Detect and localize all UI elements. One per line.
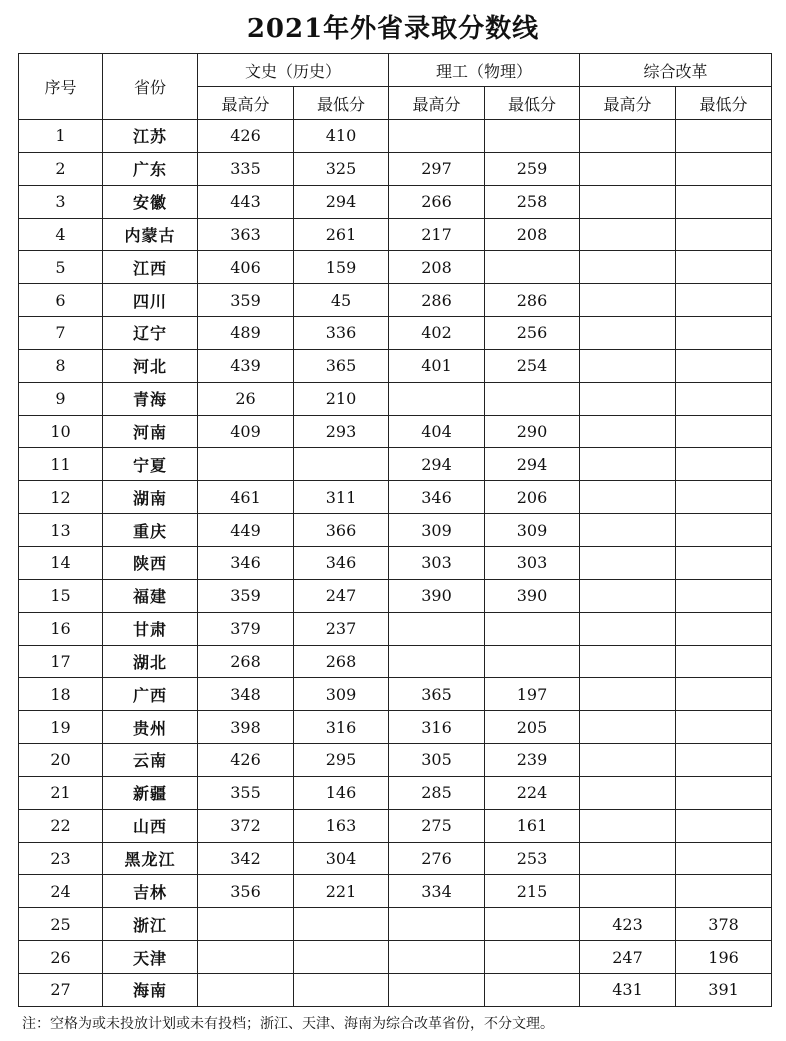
cell-ligong-min: 161 xyxy=(485,809,580,842)
cell-ligong-max: 266 xyxy=(389,185,485,218)
cell-ligong-min: 309 xyxy=(485,514,580,547)
cell-index: 21 xyxy=(19,776,103,809)
cell-ligong-max: 217 xyxy=(389,218,485,251)
cell-wenshi-max: 461 xyxy=(198,481,294,514)
cell-zonghe-max xyxy=(580,185,676,218)
table-row xyxy=(19,612,772,645)
cell-zonghe-max xyxy=(580,579,676,612)
cell-wenshi-max: 426 xyxy=(198,120,294,153)
cell-zonghe-max: 423 xyxy=(580,908,676,941)
cell-ligong-min xyxy=(485,645,580,678)
cell-zonghe-min xyxy=(676,776,772,809)
cell-zonghe-max xyxy=(580,514,676,547)
cell-zonghe-max xyxy=(580,546,676,579)
cell-ligong-min: 286 xyxy=(485,284,580,317)
cell-province: 黑龙江 xyxy=(103,842,198,875)
cell-ligong-min: 197 xyxy=(485,678,580,711)
table-row xyxy=(19,349,772,382)
cell-wenshi-min: 309 xyxy=(294,678,389,711)
cell-ligong-max: 275 xyxy=(389,809,485,842)
cell-ligong-max xyxy=(389,941,485,974)
cell-ligong-min: 254 xyxy=(485,349,580,382)
cell-wenshi-min: 316 xyxy=(294,711,389,744)
cell-wenshi-max: 449 xyxy=(198,514,294,547)
cell-province: 陕西 xyxy=(103,546,198,579)
cell-zonghe-min xyxy=(676,152,772,185)
header-index: 序号 xyxy=(19,54,103,120)
cell-wenshi-min: 304 xyxy=(294,842,389,875)
cell-ligong-min xyxy=(485,382,580,415)
cell-ligong-min: 256 xyxy=(485,317,580,350)
cell-zonghe-min xyxy=(676,842,772,875)
cell-wenshi-min: 294 xyxy=(294,185,389,218)
cell-ligong-max xyxy=(389,908,485,941)
header-wenshi-max: 最高分 xyxy=(198,87,294,120)
cell-wenshi-min: 311 xyxy=(294,481,389,514)
cell-wenshi-min: 146 xyxy=(294,776,389,809)
cell-index: 7 xyxy=(19,317,103,350)
cell-province: 内蒙古 xyxy=(103,218,198,251)
cell-province: 天津 xyxy=(103,941,198,974)
cell-zonghe-min xyxy=(676,382,772,415)
cell-wenshi-max: 356 xyxy=(198,875,294,908)
cell-wenshi-min: 295 xyxy=(294,744,389,777)
table-row xyxy=(19,481,772,514)
cell-ligong-max: 404 xyxy=(389,415,485,448)
cell-index: 18 xyxy=(19,678,103,711)
cell-zonghe-max xyxy=(580,481,676,514)
header-ligong-max: 最高分 xyxy=(389,87,485,120)
cell-wenshi-max: 443 xyxy=(198,185,294,218)
cell-index: 10 xyxy=(19,415,103,448)
table-row xyxy=(19,776,772,809)
cell-wenshi-max: 335 xyxy=(198,152,294,185)
cell-wenshi-max: 342 xyxy=(198,842,294,875)
cell-index: 2 xyxy=(19,152,103,185)
cell-ligong-min xyxy=(485,941,580,974)
cell-index: 14 xyxy=(19,546,103,579)
cell-wenshi-min xyxy=(294,448,389,481)
cell-province: 贵州 xyxy=(103,711,198,744)
cell-wenshi-max: 26 xyxy=(198,382,294,415)
cell-ligong-min xyxy=(485,973,580,1006)
cell-wenshi-min: 163 xyxy=(294,809,389,842)
cell-wenshi-max: 426 xyxy=(198,744,294,777)
cell-zonghe-max xyxy=(580,415,676,448)
cell-province: 重庆 xyxy=(103,514,198,547)
cell-province: 宁夏 xyxy=(103,448,198,481)
cell-zonghe-min xyxy=(676,349,772,382)
cell-zonghe-min xyxy=(676,744,772,777)
cell-ligong-min: 239 xyxy=(485,744,580,777)
cell-zonghe-min: 196 xyxy=(676,941,772,974)
cell-zonghe-max xyxy=(580,218,676,251)
cell-wenshi-min: 365 xyxy=(294,349,389,382)
table-row xyxy=(19,415,772,448)
cell-province: 福建 xyxy=(103,579,198,612)
cell-index: 16 xyxy=(19,612,103,645)
cell-wenshi-min: 210 xyxy=(294,382,389,415)
cell-province: 海南 xyxy=(103,973,198,1006)
cell-wenshi-min: 45 xyxy=(294,284,389,317)
cell-ligong-min: 303 xyxy=(485,546,580,579)
cell-province: 湖南 xyxy=(103,481,198,514)
cell-wenshi-min: 346 xyxy=(294,546,389,579)
cell-ligong-min xyxy=(485,908,580,941)
cell-wenshi-max: 439 xyxy=(198,349,294,382)
cell-wenshi-max: 359 xyxy=(198,579,294,612)
cell-zonghe-min xyxy=(676,218,772,251)
cell-ligong-max: 286 xyxy=(389,284,485,317)
cell-province: 浙江 xyxy=(103,908,198,941)
cell-index: 26 xyxy=(19,941,103,974)
cell-province: 安徽 xyxy=(103,185,198,218)
cell-zonghe-max xyxy=(580,284,676,317)
cell-ligong-max: 303 xyxy=(389,546,485,579)
cell-ligong-min xyxy=(485,251,580,284)
table-row xyxy=(19,120,772,153)
cell-wenshi-max: 355 xyxy=(198,776,294,809)
cell-ligong-max xyxy=(389,645,485,678)
cell-wenshi-max xyxy=(198,973,294,1006)
cell-province: 江苏 xyxy=(103,120,198,153)
cell-province: 甘肃 xyxy=(103,612,198,645)
cell-ligong-max: 208 xyxy=(389,251,485,284)
cell-wenshi-min: 336 xyxy=(294,317,389,350)
cell-wenshi-min: 410 xyxy=(294,120,389,153)
header-ligong-min: 最低分 xyxy=(485,87,580,120)
cell-zonghe-min xyxy=(676,317,772,350)
cell-ligong-max: 305 xyxy=(389,744,485,777)
cell-zonghe-max xyxy=(580,349,676,382)
cell-zonghe-max xyxy=(580,678,676,711)
cell-province: 广西 xyxy=(103,678,198,711)
header-group-ligong: 理工（物理） xyxy=(389,54,580,87)
cell-wenshi-max: 398 xyxy=(198,711,294,744)
table-row xyxy=(19,744,772,777)
cell-ligong-min: 258 xyxy=(485,185,580,218)
cell-zonghe-max xyxy=(580,645,676,678)
cell-zonghe-max xyxy=(580,152,676,185)
cell-province: 湖北 xyxy=(103,645,198,678)
header-wenshi-min: 最低分 xyxy=(294,87,389,120)
cell-province: 河北 xyxy=(103,349,198,382)
cell-wenshi-min: 221 xyxy=(294,875,389,908)
cell-wenshi-min: 325 xyxy=(294,152,389,185)
table-row xyxy=(19,317,772,350)
table-row xyxy=(19,152,772,185)
cell-zonghe-max xyxy=(580,711,676,744)
cell-province: 云南 xyxy=(103,744,198,777)
cell-zonghe-min xyxy=(676,875,772,908)
table-row xyxy=(19,973,772,1006)
cell-wenshi-min: 293 xyxy=(294,415,389,448)
cell-wenshi-max xyxy=(198,908,294,941)
cell-zonghe-min xyxy=(676,185,772,218)
cell-wenshi-min: 366 xyxy=(294,514,389,547)
footnote: 注：空格为或未投放计划或未有投档；浙江、天津、海南为综合改革省份，不分文理。 xyxy=(22,1016,554,1032)
table-body xyxy=(19,120,772,1007)
cell-ligong-min: 294 xyxy=(485,448,580,481)
cell-province: 青海 xyxy=(103,382,198,415)
cell-zonghe-min xyxy=(676,809,772,842)
cell-zonghe-max xyxy=(580,875,676,908)
cell-wenshi-max: 346 xyxy=(198,546,294,579)
cell-ligong-max: 334 xyxy=(389,875,485,908)
cell-zonghe-max: 431 xyxy=(580,973,676,1006)
cell-zonghe-min xyxy=(676,481,772,514)
cell-zonghe-max xyxy=(580,448,676,481)
cell-zonghe-max xyxy=(580,251,676,284)
cell-index: 15 xyxy=(19,579,103,612)
cell-wenshi-max: 363 xyxy=(198,218,294,251)
cell-ligong-max: 365 xyxy=(389,678,485,711)
cell-zonghe-min xyxy=(676,514,772,547)
cell-zonghe-min xyxy=(676,546,772,579)
cell-ligong-min: 205 xyxy=(485,711,580,744)
cell-ligong-max xyxy=(389,120,485,153)
cell-index: 3 xyxy=(19,185,103,218)
cell-province: 吉林 xyxy=(103,875,198,908)
header-group-wenshi: 文史（历史） xyxy=(198,54,389,87)
table-row xyxy=(19,941,772,974)
cell-province: 四川 xyxy=(103,284,198,317)
cell-ligong-max: 316 xyxy=(389,711,485,744)
cell-zonghe-min xyxy=(676,645,772,678)
table-row xyxy=(19,579,772,612)
header-zonghe-max: 最高分 xyxy=(580,87,676,120)
cell-wenshi-max: 379 xyxy=(198,612,294,645)
cell-zonghe-min xyxy=(676,678,772,711)
cell-zonghe-max xyxy=(580,776,676,809)
table-row xyxy=(19,284,772,317)
cell-index: 8 xyxy=(19,349,103,382)
cell-index: 1 xyxy=(19,120,103,153)
cell-index: 11 xyxy=(19,448,103,481)
cell-ligong-min: 215 xyxy=(485,875,580,908)
cell-wenshi-min xyxy=(294,908,389,941)
cell-zonghe-max xyxy=(580,382,676,415)
cell-index: 27 xyxy=(19,973,103,1006)
table-row xyxy=(19,251,772,284)
cell-wenshi-max: 372 xyxy=(198,809,294,842)
cell-province: 广东 xyxy=(103,152,198,185)
cell-zonghe-max xyxy=(580,317,676,350)
cell-index: 17 xyxy=(19,645,103,678)
table-row xyxy=(19,382,772,415)
cell-zonghe-min xyxy=(676,284,772,317)
header-group-zonghe: 综合改革 xyxy=(580,54,772,87)
cell-ligong-min: 290 xyxy=(485,415,580,448)
cell-index: 9 xyxy=(19,382,103,415)
cell-province: 山西 xyxy=(103,809,198,842)
cell-ligong-max: 285 xyxy=(389,776,485,809)
score-table xyxy=(18,53,772,1007)
cell-ligong-max: 309 xyxy=(389,514,485,547)
table-row xyxy=(19,448,772,481)
cell-zonghe-min xyxy=(676,415,772,448)
cell-ligong-max xyxy=(389,382,485,415)
cell-ligong-max: 401 xyxy=(389,349,485,382)
cell-zonghe-min xyxy=(676,612,772,645)
cell-index: 6 xyxy=(19,284,103,317)
table-row xyxy=(19,809,772,842)
table-row xyxy=(19,185,772,218)
table-row xyxy=(19,514,772,547)
cell-ligong-min: 224 xyxy=(485,776,580,809)
cell-zonghe-min xyxy=(676,251,772,284)
cell-zonghe-max xyxy=(580,809,676,842)
cell-zonghe-min xyxy=(676,579,772,612)
cell-zonghe-min xyxy=(676,711,772,744)
cell-ligong-min: 208 xyxy=(485,218,580,251)
cell-zonghe-min xyxy=(676,448,772,481)
cell-wenshi-min: 268 xyxy=(294,645,389,678)
cell-wenshi-min xyxy=(294,941,389,974)
table-row xyxy=(19,546,772,579)
cell-ligong-max: 390 xyxy=(389,579,485,612)
cell-zonghe-min: 391 xyxy=(676,973,772,1006)
table-row xyxy=(19,218,772,251)
cell-wenshi-max: 268 xyxy=(198,645,294,678)
cell-ligong-min: 206 xyxy=(485,481,580,514)
cell-zonghe-max xyxy=(580,744,676,777)
cell-index: 22 xyxy=(19,809,103,842)
cell-ligong-max: 276 xyxy=(389,842,485,875)
table-row xyxy=(19,678,772,711)
cell-ligong-min: 390 xyxy=(485,579,580,612)
cell-ligong-min xyxy=(485,612,580,645)
cell-wenshi-max: 406 xyxy=(198,251,294,284)
cell-ligong-min xyxy=(485,120,580,153)
cell-zonghe-min xyxy=(676,120,772,153)
cell-wenshi-max xyxy=(198,448,294,481)
header-province: 省份 xyxy=(103,54,198,120)
cell-index: 13 xyxy=(19,514,103,547)
cell-wenshi-max: 359 xyxy=(198,284,294,317)
cell-ligong-max: 402 xyxy=(389,317,485,350)
cell-zonghe-max: 247 xyxy=(580,941,676,974)
cell-ligong-max xyxy=(389,612,485,645)
table-row xyxy=(19,645,772,678)
table-row xyxy=(19,842,772,875)
cell-province: 辽宁 xyxy=(103,317,198,350)
cell-index: 25 xyxy=(19,908,103,941)
table-row xyxy=(19,875,772,908)
cell-index: 5 xyxy=(19,251,103,284)
cell-index: 24 xyxy=(19,875,103,908)
cell-zonghe-max xyxy=(580,612,676,645)
header-zonghe-min: 最低分 xyxy=(676,87,772,120)
page-title: 2021年外省录取分数线 xyxy=(246,14,540,44)
cell-wenshi-max xyxy=(198,941,294,974)
cell-ligong-max: 346 xyxy=(389,481,485,514)
cell-index: 12 xyxy=(19,481,103,514)
cell-province: 河南 xyxy=(103,415,198,448)
cell-zonghe-min: 378 xyxy=(676,908,772,941)
cell-index: 19 xyxy=(19,711,103,744)
cell-wenshi-min: 237 xyxy=(294,612,389,645)
cell-wenshi-max: 409 xyxy=(198,415,294,448)
cell-ligong-max: 297 xyxy=(389,152,485,185)
cell-province: 江西 xyxy=(103,251,198,284)
cell-wenshi-min: 159 xyxy=(294,251,389,284)
cell-wenshi-max: 348 xyxy=(198,678,294,711)
cell-index: 23 xyxy=(19,842,103,875)
cell-wenshi-max: 489 xyxy=(198,317,294,350)
cell-wenshi-min: 247 xyxy=(294,579,389,612)
table-row xyxy=(19,908,772,941)
cell-province: 新疆 xyxy=(103,776,198,809)
cell-zonghe-max xyxy=(580,120,676,153)
cell-ligong-max xyxy=(389,973,485,1006)
cell-index: 20 xyxy=(19,744,103,777)
cell-index: 4 xyxy=(19,218,103,251)
cell-ligong-max: 294 xyxy=(389,448,485,481)
cell-wenshi-min xyxy=(294,973,389,1006)
table-header xyxy=(19,54,772,120)
cell-zonghe-max xyxy=(580,842,676,875)
cell-wenshi-min: 261 xyxy=(294,218,389,251)
cell-ligong-min: 253 xyxy=(485,842,580,875)
cell-ligong-min: 259 xyxy=(485,152,580,185)
table-row xyxy=(19,711,772,744)
